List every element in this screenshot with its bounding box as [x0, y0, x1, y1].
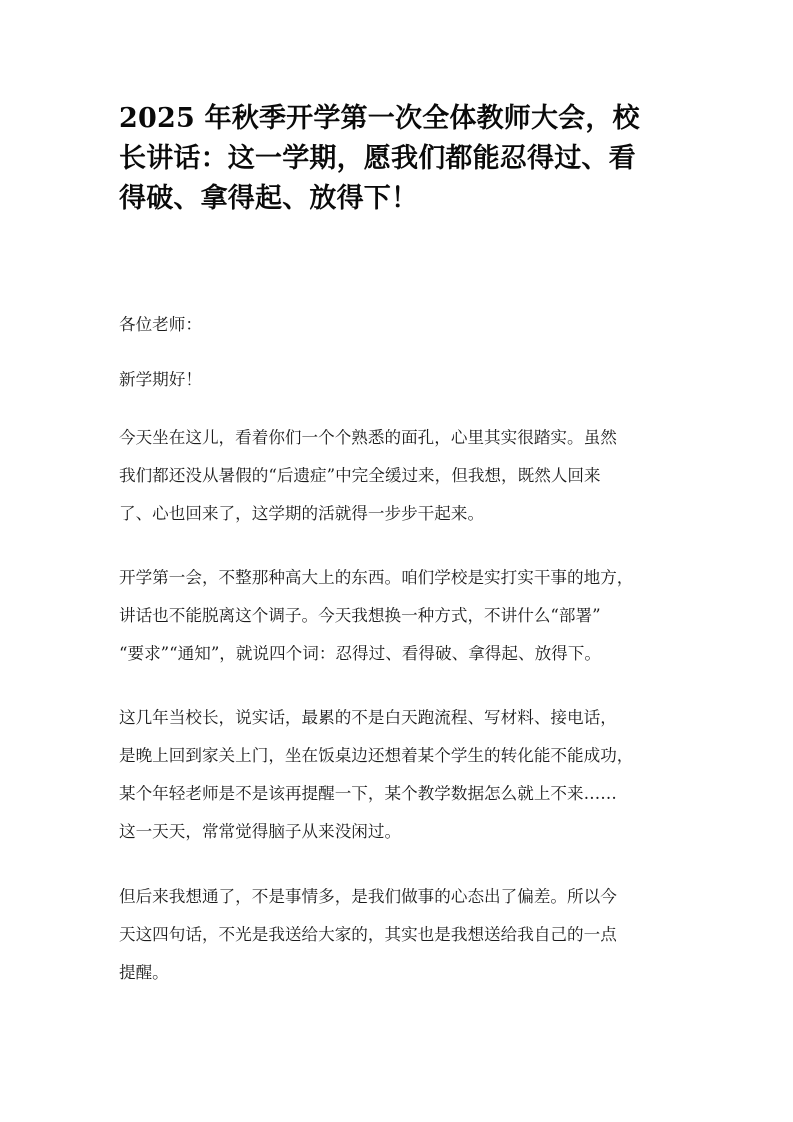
- paragraph-line: 今天坐在这儿，看着你们一个个熟悉的面孔，心里其实很踏实。虽然: [119, 428, 617, 447]
- paragraph-line: 开学第一会，不整那种高大上的东西。咱们学校是实打实干事的地方，: [119, 568, 634, 587]
- title-line: 得破、拿得起、放得下！: [119, 183, 419, 214]
- salutation-text: 各位老师：: [119, 315, 202, 334]
- document-title: [119, 99, 689, 219]
- paragraph-line: 讲话也不能脱离这个调子。今天我想换一种方式，不讲什么“部署”: [119, 606, 601, 625]
- paragraph-line: “要求”“通知”，就说四个词：忍得过、看得破、拿得起、放得下。: [119, 644, 601, 663]
- paragraph-3: [119, 699, 633, 851]
- paragraph-4: [119, 878, 617, 992]
- paragraph-line: 这一天天，常常觉得脑子从来没闲过。: [119, 822, 402, 841]
- paragraph-line: 但后来我想通了，不是事情多，是我们做事的心态出了偏差。所以今: [119, 887, 617, 906]
- greeting: [119, 361, 202, 399]
- paragraph-line: 天这四句话，不光是我送给大家的，其实也是我想送给我自己的一点: [119, 925, 617, 944]
- paragraph-line: 是晚上回到家关上门，坐在饭桌边还想着某个学生的转化能不能成功，: [119, 746, 634, 765]
- paragraph-2: [119, 559, 633, 673]
- paragraph-line: 这几年当校长，说实话，最累的不是白天跑流程、写材料、接电话，: [119, 708, 617, 727]
- title-line: 长讲话：这一学期，愿我们都能忍得过、看: [119, 143, 636, 174]
- greeting-text: 新学期好！: [119, 370, 202, 389]
- paragraph-line: 提醒。: [119, 963, 169, 982]
- paragraph-line: 了、心也回来了，这学期的活就得一步步干起来。: [119, 504, 485, 523]
- paragraph-line: 我们都还没从暑假的“后遗症”中完全缓过来，但我想，既然人回来: [119, 466, 601, 485]
- paragraph-line: 某个年轻老师是不是该再提醒一下，某个教学数据怎么就上不来……: [119, 784, 617, 803]
- paragraph-1: [119, 419, 617, 533]
- salutation: [119, 306, 202, 344]
- title-line: 2025 年秋季开学第一次全体教师大会，校: [119, 103, 640, 134]
